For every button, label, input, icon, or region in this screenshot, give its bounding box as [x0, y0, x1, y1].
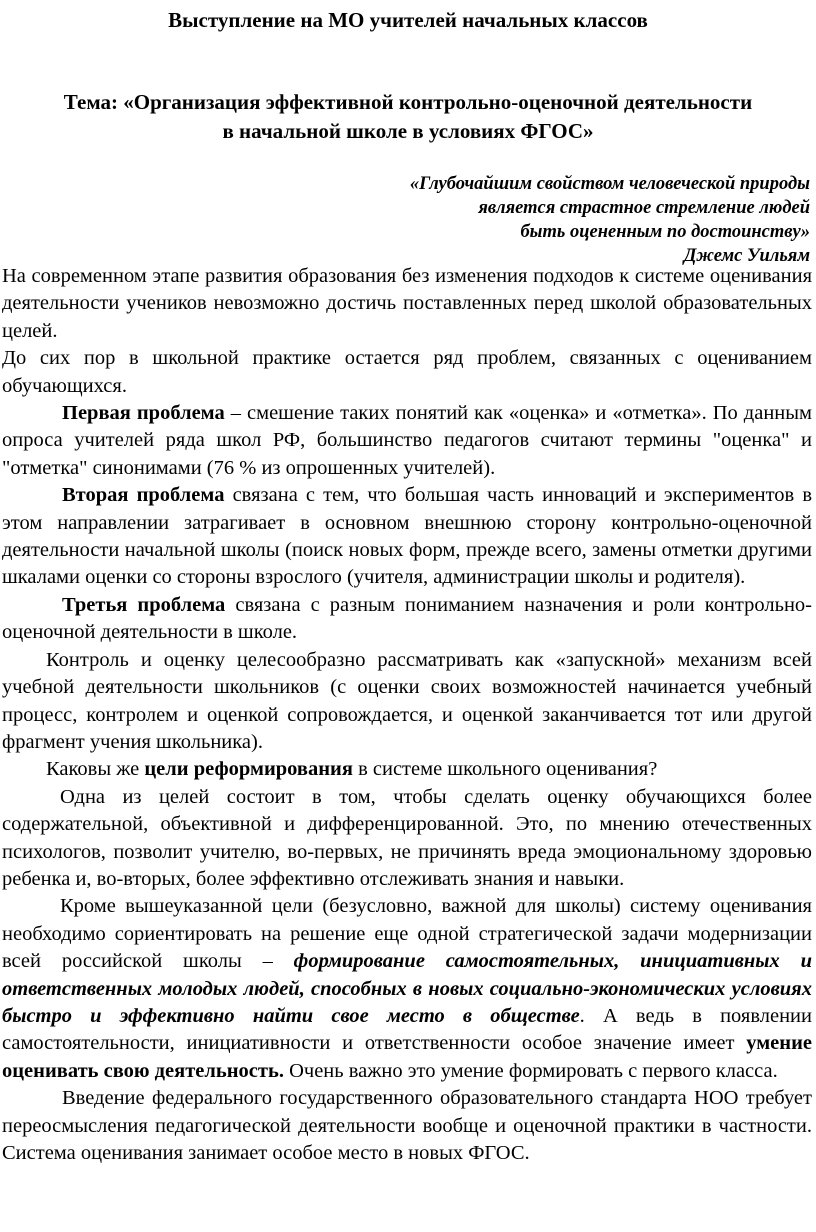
document-title: Выступление на МО учителей начальных классов [168, 8, 648, 32]
paragraph-9-post: Очень важно это умение формировать с первого класса. [283, 1059, 778, 1082]
document-topic [0, 88, 816, 146]
epigraph-line-3: быть оцененным по достоинству» [520, 222, 810, 242]
topic-line-2: в начальной школе в условиях ФГОС» [222, 119, 594, 143]
third-problem-label: Третья проблема [62, 593, 226, 616]
paragraph-3 [2, 400, 812, 482]
paragraph-8: Одна из целей состоит в том, чтобы сделать оценку обучающихся более содержательной, объективной и дифференцированной. Это, по мнению отечественных психологов, позволит учителю, во-первых, не причинять вреда эмоциональному здоровью ребенка и, во-вторых, более эффективно отслеживать знания и навыки. [2, 785, 812, 890]
paragraph-7-pre: Каковы же [46, 758, 145, 781]
second-problem-label: Вторая проблема [62, 484, 225, 507]
epigraph-line-2: является страстное стремление людей [478, 198, 810, 218]
self-assessment-skill: умение оценивать свою деятельность. [2, 1032, 812, 1082]
paragraph-6: Контроль и оценку целесообразно рассматривать как «запускной» механизм всей учебной деятельности школьников (с оценки своих возможностей начинается учебный процесс, контролем и оценкой сопровождается, и оценкой заканчивается тот или другой фрагмент учения школьника). [2, 648, 812, 753]
paragraph-7 [2, 756, 812, 783]
paragraph-9-mid: . А ведь в появлении самостоятельности, инициативности и ответственности особое значение имеет [2, 1004, 812, 1055]
paragraph-1: На современном этапе развития образования без изменения подходов к системе оценивания деятельности учеников невозможно достичь поставленных перед школой образовательных целей. [2, 265, 812, 342]
paragraph-7-post: в системе школьного оценивания? [352, 758, 658, 781]
paragraph-4-text: связана с тем, что большая часть инноваций и экспериментов в этом направлении затрагивает в основном внешнюю сторону контрольно-оценочной деятельности начальной школы (поиск новых форм, прежде всего, замены отметки другими шкалами оценки со стороны взрослого (учителя, администрации школы и родителя). [2, 484, 813, 589]
epigraph-author: Джемс Уильям [683, 246, 810, 266]
paragraph-3-text: – смешение таких понятий как «оценка» и «отметка». По данным опроса учителей ряда школ РФ, большинство педагогов считают термины "оценка" и "отметка" синонимами (76 % из опрошенных учителей). [2, 402, 813, 479]
reform-goals-label: цели реформирования [144, 758, 353, 781]
paragraph-10: Введение федерального государственного образовательного стандарта НОО требует переосмысления педагогической деятельности вообще и оценочной практики в частности. Система оценивания занимает особое место в новых ФГОС. [2, 1087, 812, 1164]
paragraph-9-emphasis: формирование самостоятельных, инициативных и ответственных молодых людей, способных в новых социально-экономических условиях быстро и эффективно найти свое место в обществе [2, 950, 812, 1027]
first-problem-label: Первая проблема [62, 402, 225, 425]
paragraph-4 [2, 482, 812, 592]
paragraph-2: До сих пор в школьной практике остается ряд проблем, связанных с оцениванием обучающихся. [2, 347, 812, 397]
paragraph-5-text: связана с разным пониманием назначения и роли контрольно-оценочной деятельности в школе. [2, 593, 812, 644]
epigraph [410, 172, 810, 268]
paragraph-5 [2, 592, 812, 647]
paragraph-9 [2, 893, 812, 1085]
topic-line-1: Тема: «Организация эффективной контрольно-оценочной деятельности [63, 90, 753, 114]
paragraph-9-pre: Кроме вышеуказанной цели (безусловно, важной для школы) систему оценивания необходимо сориентировать на решение еще одной стратегической задачи модернизации всей российской школы – [2, 895, 812, 973]
epigraph-line-1: «Глубочайшим свойством человеческой природы [409, 174, 810, 194]
document-body [2, 263, 812, 1167]
